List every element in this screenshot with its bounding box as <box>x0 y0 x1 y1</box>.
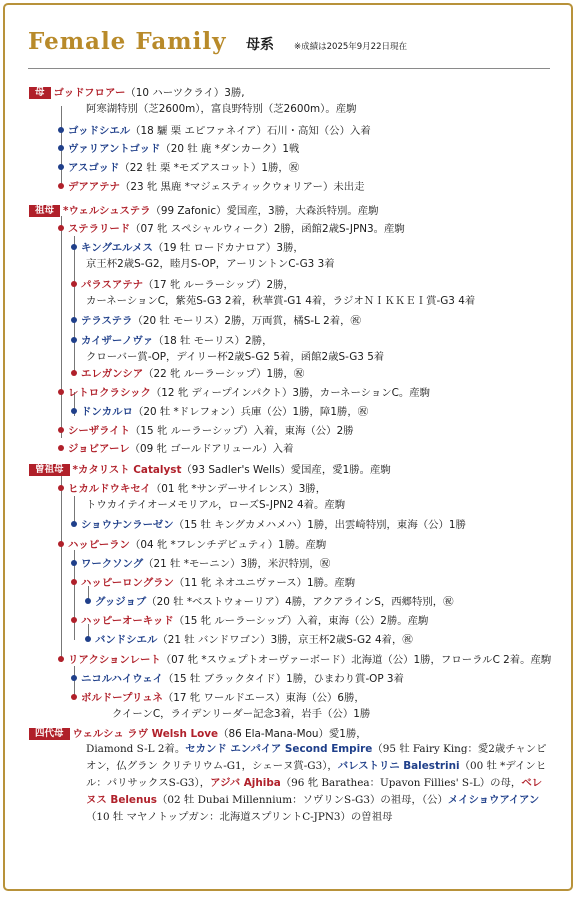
horse-details: 京王杯2歳S-G2，睦月S-OP，アーリントンC-G3 3着 <box>86 258 335 270</box>
horse-details: （20 牡 *ドレフォン）兵庫（公）1勝，障1勝，㊗ <box>132 406 369 418</box>
horse-name: キングエルメス <box>81 242 153 254</box>
list-item <box>29 463 391 477</box>
bullet-icon <box>71 675 77 681</box>
bullet-icon <box>71 281 77 287</box>
description-text: （95 牡 Fairy King：愛2歳チャンピオン，仏グラン クリテリウム-G1，シェーヌ賞-G3）， <box>86 743 547 772</box>
fourth-dam-description <box>86 741 552 826</box>
horse-name: メイショウアイアン <box>447 794 540 806</box>
list-item <box>71 367 304 381</box>
horse-details: （18 驪 栗 エピファネイア）石川・高知（公）入着 <box>130 125 371 137</box>
date-note: ※成績は2025年9月22日現在 <box>294 42 407 52</box>
bullet-icon <box>71 337 77 343</box>
list-item <box>58 386 430 400</box>
horse-name: アスゴッド <box>68 162 120 174</box>
description-text: （02 牡 Dubai Millennium：ソヴリンS-G3）の祖母，（公） <box>156 794 448 806</box>
horse-name: レトロクラシック <box>68 387 151 399</box>
bullet-icon <box>71 408 77 414</box>
horse-details: （15 牝 ルーラーシップ）入着，東海（公）2勝。産駒 <box>173 615 429 627</box>
horse-details: クイーンC，ライデンリーダー記念3着，岩手（公）1勝 <box>112 708 371 720</box>
list-item <box>71 691 365 705</box>
bullet-icon <box>71 694 77 700</box>
list-item <box>58 124 371 138</box>
list-item <box>71 557 330 571</box>
list-item <box>58 482 326 496</box>
list-item <box>29 86 245 100</box>
horse-name: ショウナンラーゼン <box>81 519 174 531</box>
horse-name: リアクションレート <box>68 654 161 666</box>
list-item <box>71 241 304 255</box>
generation-badge: 曽祖母 <box>29 464 70 476</box>
list-item <box>71 405 368 419</box>
bullet-icon <box>58 145 64 151</box>
horse-details: （01 牝 *サンデーサイレンス）3勝， <box>150 483 327 495</box>
bullet-icon <box>58 445 64 451</box>
list-item <box>86 102 357 116</box>
horse-details: （21 牡 バンドワゴン）3勝，京王杯2歳S-G2 4着，㊗ <box>157 634 413 646</box>
horse-name: ハッピーオーキッド <box>81 615 174 627</box>
list-item <box>58 442 293 456</box>
horse-name: ヴァリアントゴッド <box>68 143 161 155</box>
bullet-icon <box>71 370 77 376</box>
connector-line <box>74 236 75 374</box>
horse-name: グッジョブ <box>95 596 147 608</box>
horse-details: （23 牝 黒鹿 *マジェスティックウォリアー）未出走 <box>119 181 365 193</box>
bullet-icon <box>58 541 64 547</box>
list-item <box>71 576 355 590</box>
connector-line <box>61 216 62 438</box>
list-item <box>71 672 404 686</box>
horse-details: （93 Sadler's Wells）愛国産，愛1勝。産駒 <box>181 464 391 476</box>
connector-line <box>61 476 62 662</box>
generation-badge: 母 <box>29 87 51 99</box>
horse-name: デアアテナ <box>68 181 120 193</box>
list-item <box>58 142 299 156</box>
bullet-icon <box>58 127 64 133</box>
horse-name: テラステラ <box>81 315 133 327</box>
list-item <box>29 204 379 218</box>
bullet-icon <box>58 225 64 231</box>
list-item <box>58 180 365 194</box>
horse-name: ジョビアーレ <box>68 443 130 455</box>
horse-name: ステラリード <box>68 223 131 235</box>
bullet-icon <box>58 427 64 433</box>
horse-name: ニコルハイウェイ <box>81 673 163 685</box>
list-item <box>86 257 335 271</box>
page-title: Female Family <box>28 28 227 55</box>
list-item <box>86 350 384 364</box>
horse-details: （17 牝 ワールドエース）東海（公）6勝， <box>162 692 365 704</box>
horse-name: バンドシエル <box>95 634 158 646</box>
horse-details: （07 牝 *スウェプトオーヴァーボード）北海道（公）1勝，フローラルC 2着。産駒 <box>160 654 552 666</box>
bullet-icon <box>71 244 77 250</box>
horse-name: ドンカルロ <box>81 406 133 418</box>
horse-name: ウェルシュ ラヴ Welsh Love <box>72 728 219 740</box>
list-item <box>85 633 413 647</box>
description-text: （10 牡 マヤノトップガン：北海道スプリントC-JPN3）の曽祖母 <box>86 811 393 823</box>
horse-name: バレストリニ Balestrini <box>337 760 460 772</box>
horse-name: ゴッドフロアー <box>53 87 126 99</box>
list-item <box>86 498 345 512</box>
horse-details: （17 牝 ルーラーシップ）2勝， <box>143 279 294 291</box>
generation-badge: 四代母 <box>29 728 70 740</box>
horse-details: （22 牝 ルーラーシップ）1勝，㊗ <box>143 368 305 380</box>
bullet-icon <box>58 164 64 170</box>
list-item <box>71 614 428 628</box>
horse-details: クローバー賞-OP，デイリー杯2歳S-G2 5着，函館2歳S-G3 5着 <box>86 351 385 363</box>
horse-details: （86 Ela-Mana-Mou）愛1勝， <box>218 728 367 740</box>
bullet-icon <box>58 183 64 189</box>
description-text: （00 牡 *デインヒル：パリサックスS-G3）， <box>86 760 547 789</box>
horse-details: カーネーションC，紫苑S-G3 2着，秋華賞-G1 4着，ラジオＮＩＫＫＥＩ賞-G3 4着 <box>86 295 476 307</box>
horse-details: （10 ハーツクライ）3勝, <box>125 87 245 99</box>
horse-name: *カタリスト Catalyst <box>72 464 182 476</box>
horse-details: （12 牝 ディープインパクト）3勝，カーネーションC。産駒 <box>150 387 431 399</box>
horse-details: （15 牡 ブラックタイド）1勝，ひまわり賞-OP 3着 <box>162 673 404 685</box>
bullet-icon <box>85 598 91 604</box>
horse-details: （11 牝 ネオユニヴァース）1勝。産駒 <box>173 577 356 589</box>
list-item <box>58 161 299 175</box>
bullet-icon <box>71 579 77 585</box>
horse-details: （15 牝 ルーラーシップ）入着，東海（公）2勝 <box>130 425 354 437</box>
horse-details: （22 牡 栗 *モズアスコット）1勝，㊗ <box>119 162 300 174</box>
horse-name: パラスアテナ <box>81 279 144 291</box>
bullet-icon <box>58 389 64 395</box>
bullet-icon <box>85 636 91 642</box>
bullet-icon <box>71 560 77 566</box>
horse-name: *ウェルシュステラ <box>63 205 151 217</box>
horse-details: （07 牝 スペシャルウィーク）2勝，函館2歳S-JPN3。産駒 <box>130 223 405 235</box>
horse-name: カイザーノヴァ <box>81 335 154 347</box>
horse-name: ハッピーロングラン <box>81 577 174 589</box>
list-item <box>29 727 367 741</box>
horse-name: ボルドープリュネ <box>81 692 163 704</box>
horse-name: ヒカルドウキセイ <box>68 483 151 495</box>
description-text: （96 牝 Barathea：Upavon Fillies' S-L）の母， <box>280 777 522 789</box>
bullet-icon <box>71 317 77 323</box>
horse-details: 阿寒湖特別（芝2600m），富良野特別（芝2600m）。産駒 <box>86 103 357 115</box>
list-item <box>85 595 454 609</box>
horse-details: （20 牡 鹿 *ダンカーク）1戦 <box>160 143 300 155</box>
list-item <box>71 334 272 348</box>
generation-badge: 祖母 <box>29 205 60 217</box>
horse-details: （19 牡 ロードカナロア）3勝， <box>152 242 304 254</box>
bullet-icon <box>58 656 64 662</box>
horse-details: （21 牡 *モーニン）3勝，米沢特別，㊗ <box>143 558 331 570</box>
bullet-icon <box>71 521 77 527</box>
bullet-icon <box>71 617 77 623</box>
list-item <box>58 653 551 667</box>
horse-details: （18 牡 モーリス）2勝， <box>153 335 273 347</box>
horse-name: ワークソング <box>81 558 144 570</box>
description-text: Diamond S-L 2着。 <box>86 743 186 755</box>
bullet-icon <box>58 485 64 491</box>
list-item <box>71 314 361 328</box>
list-item <box>71 518 466 532</box>
list-item <box>58 538 326 552</box>
horse-details: （20 牡 *ベストウォーリア）4勝，アクアラインS，西郷特別，㊗ <box>146 596 454 608</box>
horse-name: ゴッドシエル <box>68 125 131 137</box>
horse-name: ベレヌス Belenus <box>86 777 543 806</box>
horse-details: （04 牝 *フレンチデピュティ）1勝。産駒 <box>129 539 327 551</box>
page-subtitle: 母系 <box>246 37 274 53</box>
list-item <box>86 294 475 308</box>
horse-name: エレガンシア <box>81 368 144 380</box>
horse-name: セカンド エンパイア Second Empire <box>185 743 373 755</box>
horse-details: （15 牡 キングカメハメハ）1勝，出雲崎特別，東海（公）1勝 <box>173 519 466 531</box>
horse-name: シーザライト <box>68 425 131 437</box>
horse-details: トウカイテイオーメモリアル，ローズS-JPN2 4着。産駒 <box>86 499 346 511</box>
list-item <box>112 707 370 721</box>
horse-name: アジバ Ajhiba <box>210 777 281 789</box>
list-item <box>58 424 354 438</box>
horse-details: （09 牝 ゴールドアリュール）入着 <box>129 443 294 455</box>
horse-details: （99 Zafonic）愛国産，3勝，大森浜特別。産駒 <box>150 205 379 217</box>
list-item <box>71 278 294 292</box>
horse-details: （20 牡 モーリス）2勝，万両賞，橘S-L 2着，㊗ <box>132 315 361 327</box>
horse-name: ハッピーラン <box>68 539 130 551</box>
list-item <box>58 222 405 236</box>
